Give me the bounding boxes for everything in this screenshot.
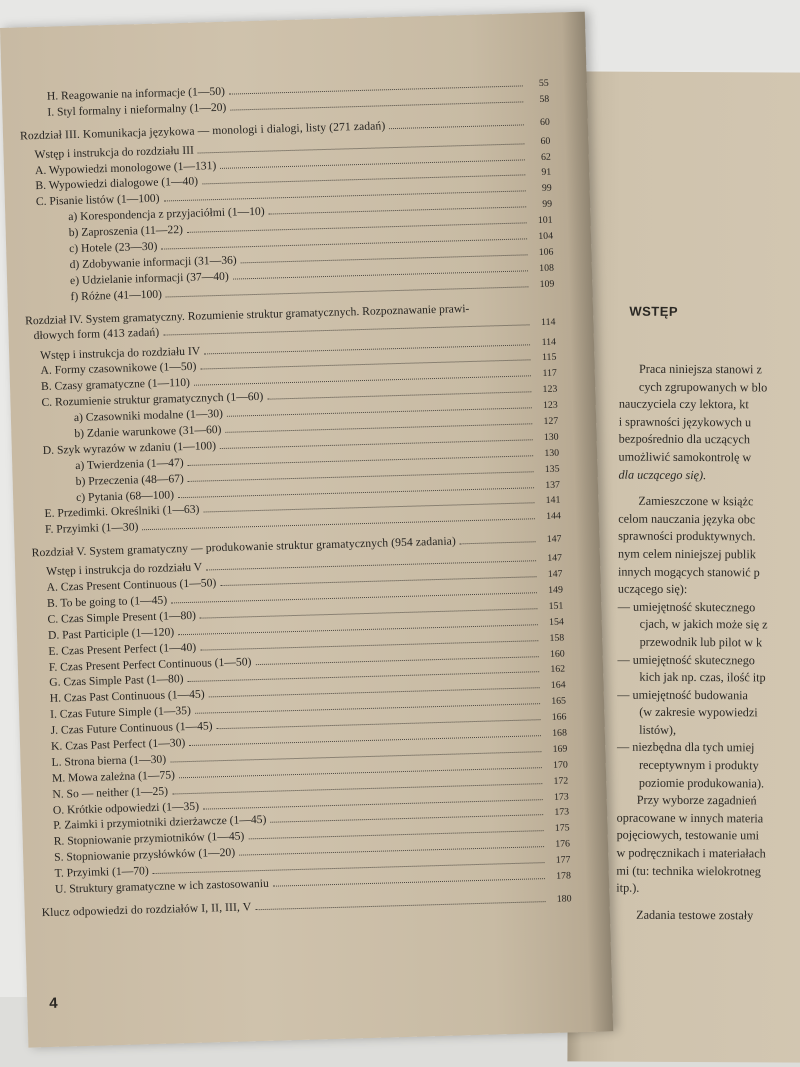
toc-entry-title: c) Pytania (68—100) xyxy=(75,487,175,504)
toc-entry-title: C. Czas Simple Present (1—80) xyxy=(47,608,197,626)
toc-page-number: 123 xyxy=(542,399,558,412)
text-line: uczącego się): xyxy=(617,581,688,597)
intro-text xyxy=(616,362,769,926)
text-line: mi (tu: technika wielokrotneg xyxy=(616,863,761,879)
text-line: nauczyciela czy lektora, kt xyxy=(618,396,749,412)
toc-page-number: 141 xyxy=(545,495,561,507)
dot-leader xyxy=(273,878,545,887)
toc-page-number: 172 xyxy=(553,775,569,787)
toc-entry-title: J. Czas Future Continuous (1—45) xyxy=(50,719,213,737)
table-of-contents xyxy=(19,75,572,921)
left-page xyxy=(0,12,613,1048)
toc-page-number: 158 xyxy=(549,632,565,644)
toc-page-number: 164 xyxy=(550,679,566,692)
dot-leader xyxy=(142,519,534,531)
toc-page-number: 127 xyxy=(543,415,559,428)
section-title: WSTĘP xyxy=(629,303,679,319)
toc-entry-title: R. Stopniowanie przymiotników (1—45) xyxy=(53,829,245,849)
toc-page-number: 108 xyxy=(539,262,555,274)
toc-page-number: 60 xyxy=(539,116,550,128)
toc-entry-title: D. Past Participle (1—120) xyxy=(47,625,175,642)
toc-entry-title-cont: dłowych form (413 zadań) xyxy=(33,325,160,343)
toc-page-number: 178 xyxy=(556,870,572,882)
toc-page-number: 106 xyxy=(538,246,554,258)
toc-entry-title: Wstęp i instrukcja do rozdziału III xyxy=(34,143,195,161)
toc-page-number: 99 xyxy=(542,198,553,211)
text-line: kich jak np. czas, ilość itp xyxy=(639,669,766,685)
toc-entry-title: H. Czas Past Continuous (1—45) xyxy=(49,687,205,706)
text-line: itp.). xyxy=(616,880,640,895)
toc-entry-title: C. Pisanie listów (1—100) xyxy=(35,191,160,209)
toc-entry-title: a) Czasowniki modalne (1—30) xyxy=(73,407,224,425)
dot-leader xyxy=(389,124,524,129)
toc-page-number: 104 xyxy=(538,230,554,243)
toc-page-number: 149 xyxy=(548,584,564,596)
toc-entry-title: C. Rozumienie struktur gramatycznych (1—60) xyxy=(41,390,264,410)
toc-page-number: 130 xyxy=(543,431,559,443)
toc-page-number: 58 xyxy=(539,93,550,105)
text-line: sprawności produktywnych. xyxy=(618,528,756,544)
toc-entry-title: b) Zdanie warunkowe (31—60) xyxy=(74,423,222,441)
toc-page-number: 144 xyxy=(546,510,562,523)
toc-entry-title: E. Czas Present Perfect (1—40) xyxy=(48,640,197,658)
text-line: Praca niniejsza stanowi z xyxy=(639,361,762,377)
toc-page-number: 162 xyxy=(550,663,566,676)
toc-entry-title: N. So — neither (1—25) xyxy=(52,784,169,801)
toc-page-number: 147 xyxy=(546,533,562,546)
toc-entry-title: Wstęp i instrukcja do rozdziału V xyxy=(46,560,203,579)
text-line: poziomie produkowania). xyxy=(638,775,765,791)
toc-page-number: 130 xyxy=(544,447,560,459)
toc-entry-title: d) Zdobywanie informacji (31—36) xyxy=(69,253,237,272)
toc-page-number: 177 xyxy=(555,854,571,866)
toc-entry-title: a) Korespondencja z przyjaciółmi (1—10) xyxy=(68,204,265,224)
text-line: cjach, w jakich może się z xyxy=(639,617,768,632)
text-line: nym celem niniejszej publik xyxy=(618,546,756,562)
toc-page-number: 168 xyxy=(552,727,568,739)
toc-entry-title: A. Wypowiedzi monologowe (1—131) xyxy=(34,158,217,177)
toc-page-number: 160 xyxy=(549,647,565,660)
text-line: — niezbędna dla tych umiej xyxy=(617,740,755,755)
toc-entry-title: H. Reagowanie na informacje (1—50) xyxy=(46,84,226,103)
toc-entry-title: S. Stopniowanie przysłówków (1—20) xyxy=(54,845,236,864)
dot-leader xyxy=(163,324,529,335)
text-line: (w zakresie wypowiedzi xyxy=(639,705,758,720)
toc-entry-title: A. Czas Present Continuous (1—50) xyxy=(46,576,217,594)
toc-page-number: 180 xyxy=(556,893,572,905)
toc-entry-title: G. Czas Simple Past (1—80) xyxy=(49,672,184,690)
toc-entry-title: E. Przedimki. Określniki (1—63) xyxy=(44,503,200,521)
toc-entry-title: b) Przeczenia (48—67) xyxy=(75,471,184,488)
toc-page-number: 169 xyxy=(552,743,568,755)
toc-entry-title: e) Udzielanie informacji (37—40) xyxy=(69,269,229,287)
text-line: — umiejętność skutecznego xyxy=(617,599,756,615)
toc-entry-title: f) Różne (41—100) xyxy=(70,287,163,303)
toc-page-number: 173 xyxy=(554,806,570,819)
toc-page-number: 147 xyxy=(547,552,563,565)
text-line: i sprawności językowych u xyxy=(618,414,752,430)
toc-page-number: 114 xyxy=(540,316,556,329)
toc-page-number: 154 xyxy=(548,616,564,628)
text-line: listów), xyxy=(639,722,677,737)
toc-entry-title: K. Czas Past Perfect (1—30) xyxy=(50,736,186,753)
dot-leader xyxy=(230,101,523,110)
toc-page-number: 176 xyxy=(555,838,571,850)
text-line: — umiejętność skutecznego xyxy=(617,652,755,667)
text-line: Zamieszczone w książc xyxy=(638,493,754,509)
toc-page-number: 101 xyxy=(537,214,553,227)
toc-page-number: 123 xyxy=(542,383,558,396)
text-line: przewodnik lub pilot w k xyxy=(639,634,763,650)
toc-page-number: 166 xyxy=(551,711,567,723)
toc-entry-title: B. Wypowiedzi dialogowe (1—40) xyxy=(35,174,199,193)
toc-page-number: 115 xyxy=(541,352,557,364)
text-line: cych zgrupowanych w blo xyxy=(638,379,768,394)
toc-entry-title: P. Zaimki i przymiotniki dzierżawcze (1—45) xyxy=(53,813,267,833)
text-line: pojęciowych, testowanie umi xyxy=(616,828,760,843)
toc-entry-title: b) Zaproszenia (11—22) xyxy=(68,223,184,240)
toc-entry-title: c) Hotele (23—30) xyxy=(69,239,158,256)
toc-page-number: 99 xyxy=(541,183,552,195)
toc-entry-title: D. Szyk wyrazów w zdaniu (1—100) xyxy=(42,439,217,457)
toc-page-number: 147 xyxy=(547,568,563,580)
toc-page-number: 91 xyxy=(541,167,552,179)
toc-page-number: 117 xyxy=(542,367,558,380)
toc-entry-title: L. Strona bierna (1—30) xyxy=(51,752,167,769)
toc-page-number: 173 xyxy=(553,790,569,803)
text-line: receptywnym i produkty xyxy=(638,757,759,773)
toc-entry-title: U. Struktury gramatyczne w ich zastosowaniu xyxy=(54,876,269,896)
toc-page-number: 151 xyxy=(548,600,564,612)
text-line: umożliwić samokontrolę w xyxy=(618,449,752,465)
toc-entry-title: a) Twierdzenia (1—47) xyxy=(75,455,184,472)
toc-entry-title: B. Czasy gramatyczne (1—110) xyxy=(40,376,191,394)
text-line: bezpośrednio dla uczących xyxy=(618,431,751,447)
text-line: w podręcznikach i materiałach xyxy=(616,845,766,861)
toc-entry-title: F. Czas Present Perfect Continuous (1—50) xyxy=(48,654,252,674)
toc-entry-title: I. Styl formalny i nieformalny (1—20) xyxy=(47,100,227,119)
dot-leader xyxy=(166,286,528,297)
text-line: innych mogących stanowić p xyxy=(617,564,760,579)
text-line: celom nauczania języka obc xyxy=(618,511,756,527)
page-number: 4 xyxy=(49,994,58,1013)
toc-page-number: 62 xyxy=(540,151,551,163)
toc-entry-title: I. Czas Future Simple (1—35) xyxy=(50,704,192,722)
toc-page-number: 170 xyxy=(552,759,568,771)
toc-page-number: 175 xyxy=(554,822,570,835)
dot-leader xyxy=(255,901,545,910)
toc-entry-title: F. Przyimki (1—30) xyxy=(44,520,139,537)
toc-entry-title: M. Mowa zależna (1—75) xyxy=(51,768,176,785)
toc-page-number: 60 xyxy=(540,135,551,147)
toc-entry-title: O. Krótkie odpowiedzi (1—35) xyxy=(52,799,200,817)
toc-entry-title: Klucz odpowiedzi do rozdziałów I, II, III, V xyxy=(41,900,252,920)
text-line: opracowane w innych materia xyxy=(616,810,764,826)
toc-entry-title: B. To be going to (1—45) xyxy=(46,593,168,610)
toc-page-number: 55 xyxy=(538,77,549,89)
toc-entry-title: T. Przyimki (1—70) xyxy=(54,864,149,880)
text-line: dla uczącego się). xyxy=(618,467,707,482)
toc-page-number: 109 xyxy=(539,278,555,290)
toc-page-number: 137 xyxy=(545,479,561,491)
dot-leader xyxy=(460,542,536,545)
toc-page-number: 114 xyxy=(541,336,557,348)
toc-entry-title: Rozdział IV. System gramatyczny. Rozumienie struktur gramatycznych. Rozpoznawanie prawi- xyxy=(24,301,470,327)
toc-entry-title: Rozdział III. Komunikacja językowa — monologi i dialogi, listy (271 zadań) xyxy=(19,119,386,143)
toc-entry-title: A. Formy czasownikowe (1—50) xyxy=(40,360,197,378)
toc-entry-title: Wstęp i instrukcja do rozdziału IV xyxy=(39,344,201,362)
text-line: Przy wyborze zagadnień xyxy=(636,792,757,808)
text-line: Zadania testowe zostały xyxy=(636,907,754,923)
toc-entry-title: Rozdział V. System gramatyczny — produkowanie struktur gramatycznych (954 zadania) xyxy=(31,534,457,560)
text-line: — umiejętność budowania xyxy=(617,687,749,702)
toc-page-number: 135 xyxy=(544,463,560,475)
toc-page-number: 165 xyxy=(551,695,567,708)
